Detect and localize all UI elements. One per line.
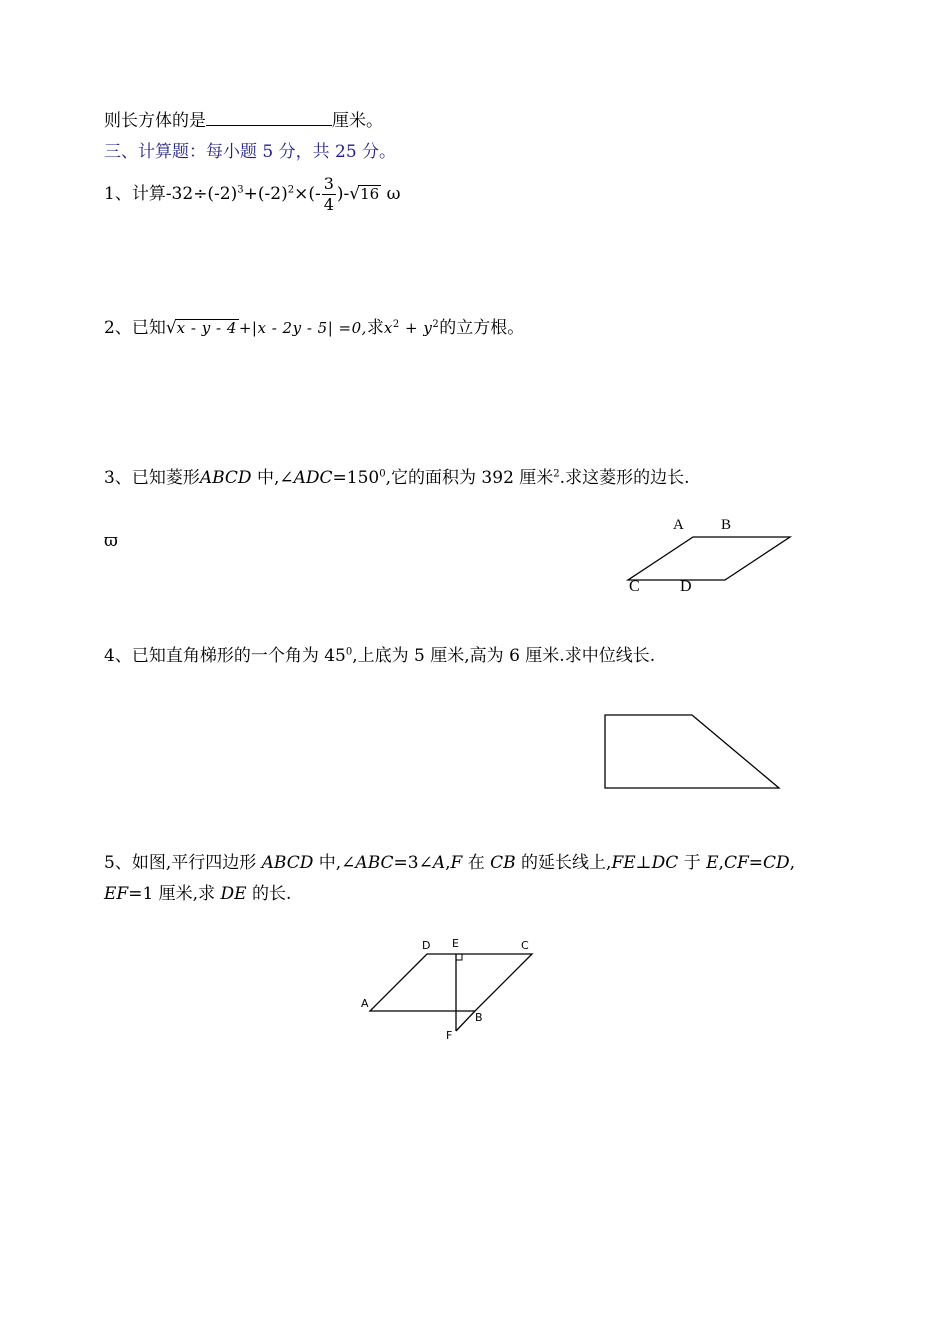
q5-abc: ABC bbox=[355, 853, 394, 873]
trapezoid-figure bbox=[600, 710, 790, 795]
rhombus-shape bbox=[628, 537, 790, 580]
q4-suffix: ,上底为 5 厘米,高为 6 厘米.求中位线长. bbox=[352, 646, 656, 666]
q5-cd: CD bbox=[763, 853, 790, 873]
rhombus-label-c: C bbox=[629, 578, 640, 595]
q3-adc: ADC bbox=[293, 468, 333, 488]
q5-t1: 中,∠ bbox=[313, 853, 356, 873]
q5-ef: EF bbox=[104, 884, 129, 904]
q5-t8: , bbox=[718, 853, 724, 873]
q2-ask: 求 bbox=[366, 318, 384, 338]
intro-prefix: 则长方体的是 bbox=[104, 111, 206, 131]
q5-f: F bbox=[450, 853, 463, 873]
intro-suffix: 厘米。 bbox=[332, 111, 383, 131]
q5-t7: 于 bbox=[678, 853, 707, 873]
q5-cf: CF bbox=[723, 853, 749, 873]
q3-sq: 2 bbox=[553, 468, 560, 480]
q2-radicand-text: x - y - 4 bbox=[176, 319, 237, 337]
q1-mid3: )- bbox=[336, 184, 350, 204]
section-title: 三、计算题：每小题 5 分，共 25 分。 bbox=[104, 142, 397, 162]
para-label-d: D bbox=[422, 939, 431, 952]
q5-t9: = bbox=[748, 853, 763, 873]
q5-end: 的长. bbox=[246, 884, 292, 904]
sqrt-icon: √ bbox=[165, 318, 177, 338]
trapezoid-shape bbox=[605, 715, 779, 788]
q1-fraction bbox=[322, 174, 336, 215]
q5-cb: CB bbox=[490, 853, 516, 873]
q5-e: E bbox=[706, 853, 719, 873]
q2-prefix: 2、已知 bbox=[104, 318, 166, 338]
q3-mid2: =150 bbox=[332, 468, 380, 488]
rhombus-label-a: A bbox=[673, 517, 684, 533]
answer-blank[interactable] bbox=[206, 111, 332, 126]
intro-line bbox=[104, 110, 383, 132]
question-1 bbox=[104, 174, 401, 215]
parallelogram-shape bbox=[370, 954, 532, 1011]
q1-mid2: ×(- bbox=[294, 184, 321, 204]
para-label-c: C bbox=[521, 939, 529, 952]
rhombus-label-b: B bbox=[721, 517, 732, 533]
stray-symbol: ϖ bbox=[104, 531, 118, 551]
q2-expr-plus: + y bbox=[399, 319, 433, 337]
q3-prefix: 3、已知菱形 bbox=[104, 468, 200, 488]
q2-abs bbox=[239, 319, 367, 337]
q5-rest: =1 厘米,求 bbox=[128, 884, 221, 904]
q5-dc: DC bbox=[651, 853, 679, 873]
q3-mid1: 中,∠ bbox=[251, 468, 294, 488]
q1-exp2: 2 bbox=[287, 184, 295, 196]
q2-suffix: 的立方根。 bbox=[439, 318, 525, 338]
para-label-a: A bbox=[361, 997, 369, 1010]
rhombus-label-d: D bbox=[680, 578, 692, 595]
q5-abcd: ABCD bbox=[261, 853, 314, 873]
question-5-line-1 bbox=[104, 852, 795, 874]
right-angle-mark bbox=[456, 954, 462, 960]
q5-a: A bbox=[432, 853, 446, 873]
q1-frac-den: 4 bbox=[323, 195, 334, 214]
question-2 bbox=[104, 317, 524, 339]
q4-prefix: 4、已知直角梯形的一个角为 45 bbox=[104, 646, 346, 666]
q3-abcd: ABCD bbox=[199, 468, 252, 488]
q5-t10: , bbox=[789, 853, 796, 873]
q5-t3: , bbox=[445, 853, 451, 873]
para-label-f: F bbox=[446, 1029, 453, 1042]
para-label-e: E bbox=[452, 937, 459, 950]
parallelogram-figure bbox=[355, 935, 545, 1045]
q3-deg: 0 bbox=[379, 468, 386, 480]
q1-radicand: 16 bbox=[360, 185, 380, 203]
q2-exp-y: 2 bbox=[432, 319, 440, 330]
q5-t4: 在 bbox=[462, 853, 491, 873]
q5-t2: =3∠ bbox=[393, 853, 433, 873]
segment-bf bbox=[456, 1011, 475, 1031]
para-label-b: B bbox=[475, 1011, 483, 1024]
q5-t6: ⊥ bbox=[635, 853, 652, 873]
rhombus-figure bbox=[620, 510, 810, 600]
q2-exp-x: 2 bbox=[392, 319, 400, 330]
q5-de: DE bbox=[220, 884, 247, 904]
question-5-line-2 bbox=[104, 883, 291, 905]
q3-mid3: ,它的面积为 392 厘米 bbox=[385, 468, 554, 488]
question-3 bbox=[104, 467, 689, 489]
q5-fe: FE bbox=[611, 853, 636, 873]
q2-abs-text: +|x - 2y - 5| =0, bbox=[238, 319, 367, 337]
q1-suffix: ω bbox=[386, 184, 401, 204]
q5-prefix: 5、如图,平行四边形 bbox=[104, 853, 262, 873]
question-4 bbox=[104, 645, 655, 667]
q2-radicand bbox=[175, 319, 239, 337]
q1-exp1: 3 bbox=[237, 184, 244, 196]
q2-expr bbox=[384, 319, 439, 337]
sqrt-icon: √ bbox=[349, 184, 361, 204]
q5-t5: 的延长线上, bbox=[515, 853, 612, 873]
q1-prefix: 1、计算-32÷(-2) bbox=[104, 184, 238, 204]
q3-suffix: .求这菱形的边长. bbox=[559, 468, 690, 488]
q4-deg: 0 bbox=[345, 646, 353, 658]
q2-expr-x: x bbox=[383, 319, 393, 337]
q1-mid: +(-2) bbox=[243, 184, 288, 204]
q1-frac-num: 3 bbox=[323, 174, 334, 193]
